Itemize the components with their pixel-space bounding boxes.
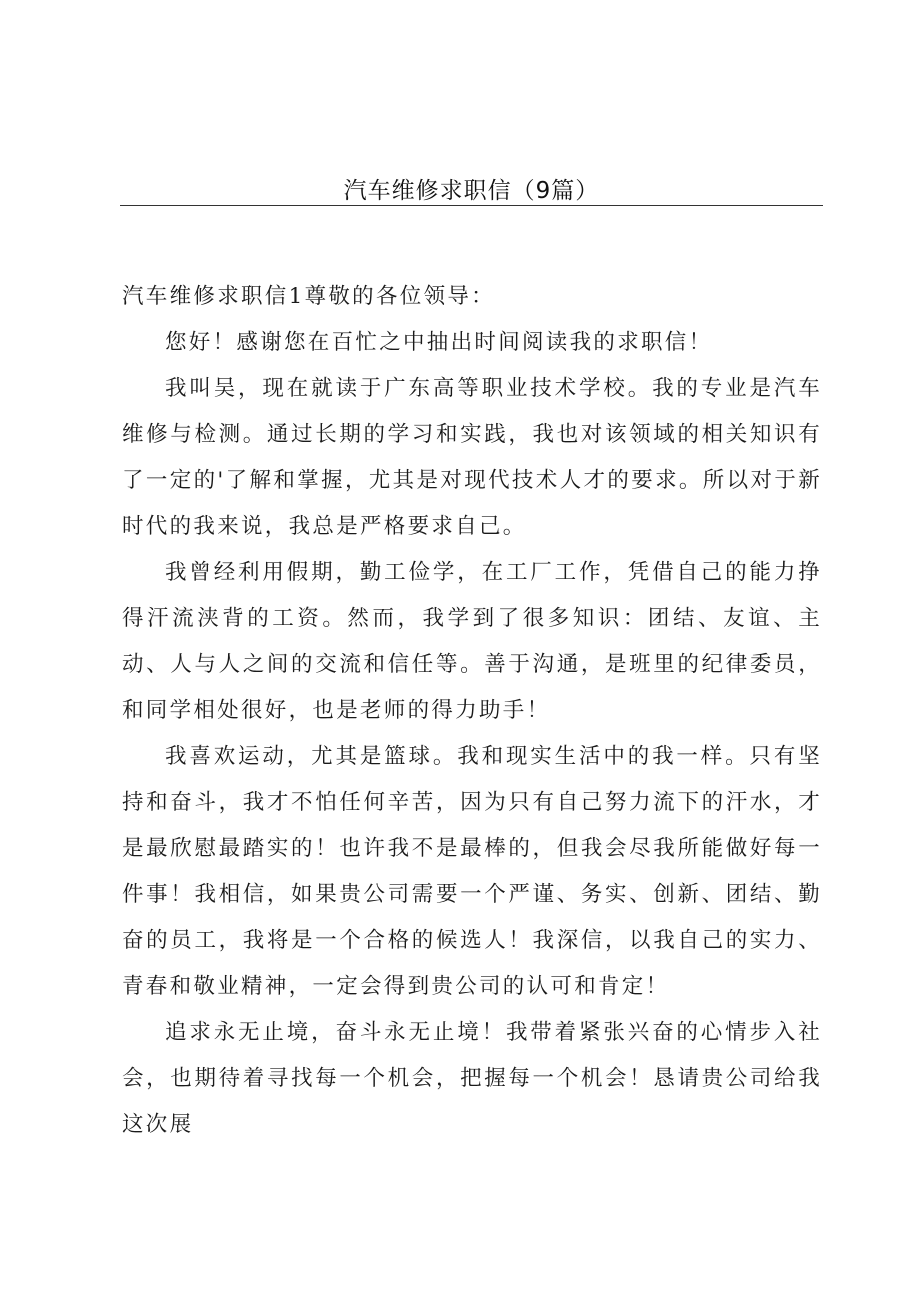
- salutation-paragraph: 汽车维修求职信1尊敬的各位领导：: [122, 284, 495, 309]
- greeting-paragraph: 您好！感谢您在百忙之中抽出时间阅读我的求职信！: [165, 330, 713, 355]
- introduction-paragraph: 我叫吴，现在就读于广东高等职业技术学校。我的专业是汽车维修与检测。通过长期的学习和实践，我也对该领域的相关知识有了一定的'了解和掌握，尤其是对现代技术人才的要求。所以对于新时代的我来说，我总是严格要求自己。: [122, 376, 822, 539]
- document-body: [122, 274, 822, 1148]
- hobbies-paragraph: 我喜欢运动，尤其是篮球。我和现实生活中的我一样。只有坚持和奋斗，我才不怕任何辛苦，因为只有自己努力流下的汗水，才是最欣慰最踏实的！也许我不是最棒的，但我会尽我所能做好每一件事！我相信，如果贵公司需要一个严谨、务实、创新、团结、勤奋的员工，我将是一个合格的候选人！我深信，以我自己的实力、青春和敬业精神，一定会得到贵公司的认可和肯定！: [122, 744, 822, 999]
- closing-paragraph: 追求永无止境，奋斗永无止境！我带着紧张兴奋的心情步入社会，也期待着寻找每一个机会，把握每一个机会！恳请贵公司给我这次展: [122, 1020, 822, 1137]
- experience-paragraph: 我曾经利用假期，勤工俭学，在工厂工作，凭借自己的能力挣得汗流浃背的工资。然而，我学到了很多知识：团结、友谊、主动、人与人之间的交流和信任等。善于沟通，是班里的纪律委员，和同学相处很好，也是老师的得力助手！: [122, 560, 822, 723]
- document-title: 汽车维修求职信（9篇）: [343, 178, 600, 204]
- title-underline: [120, 205, 823, 206]
